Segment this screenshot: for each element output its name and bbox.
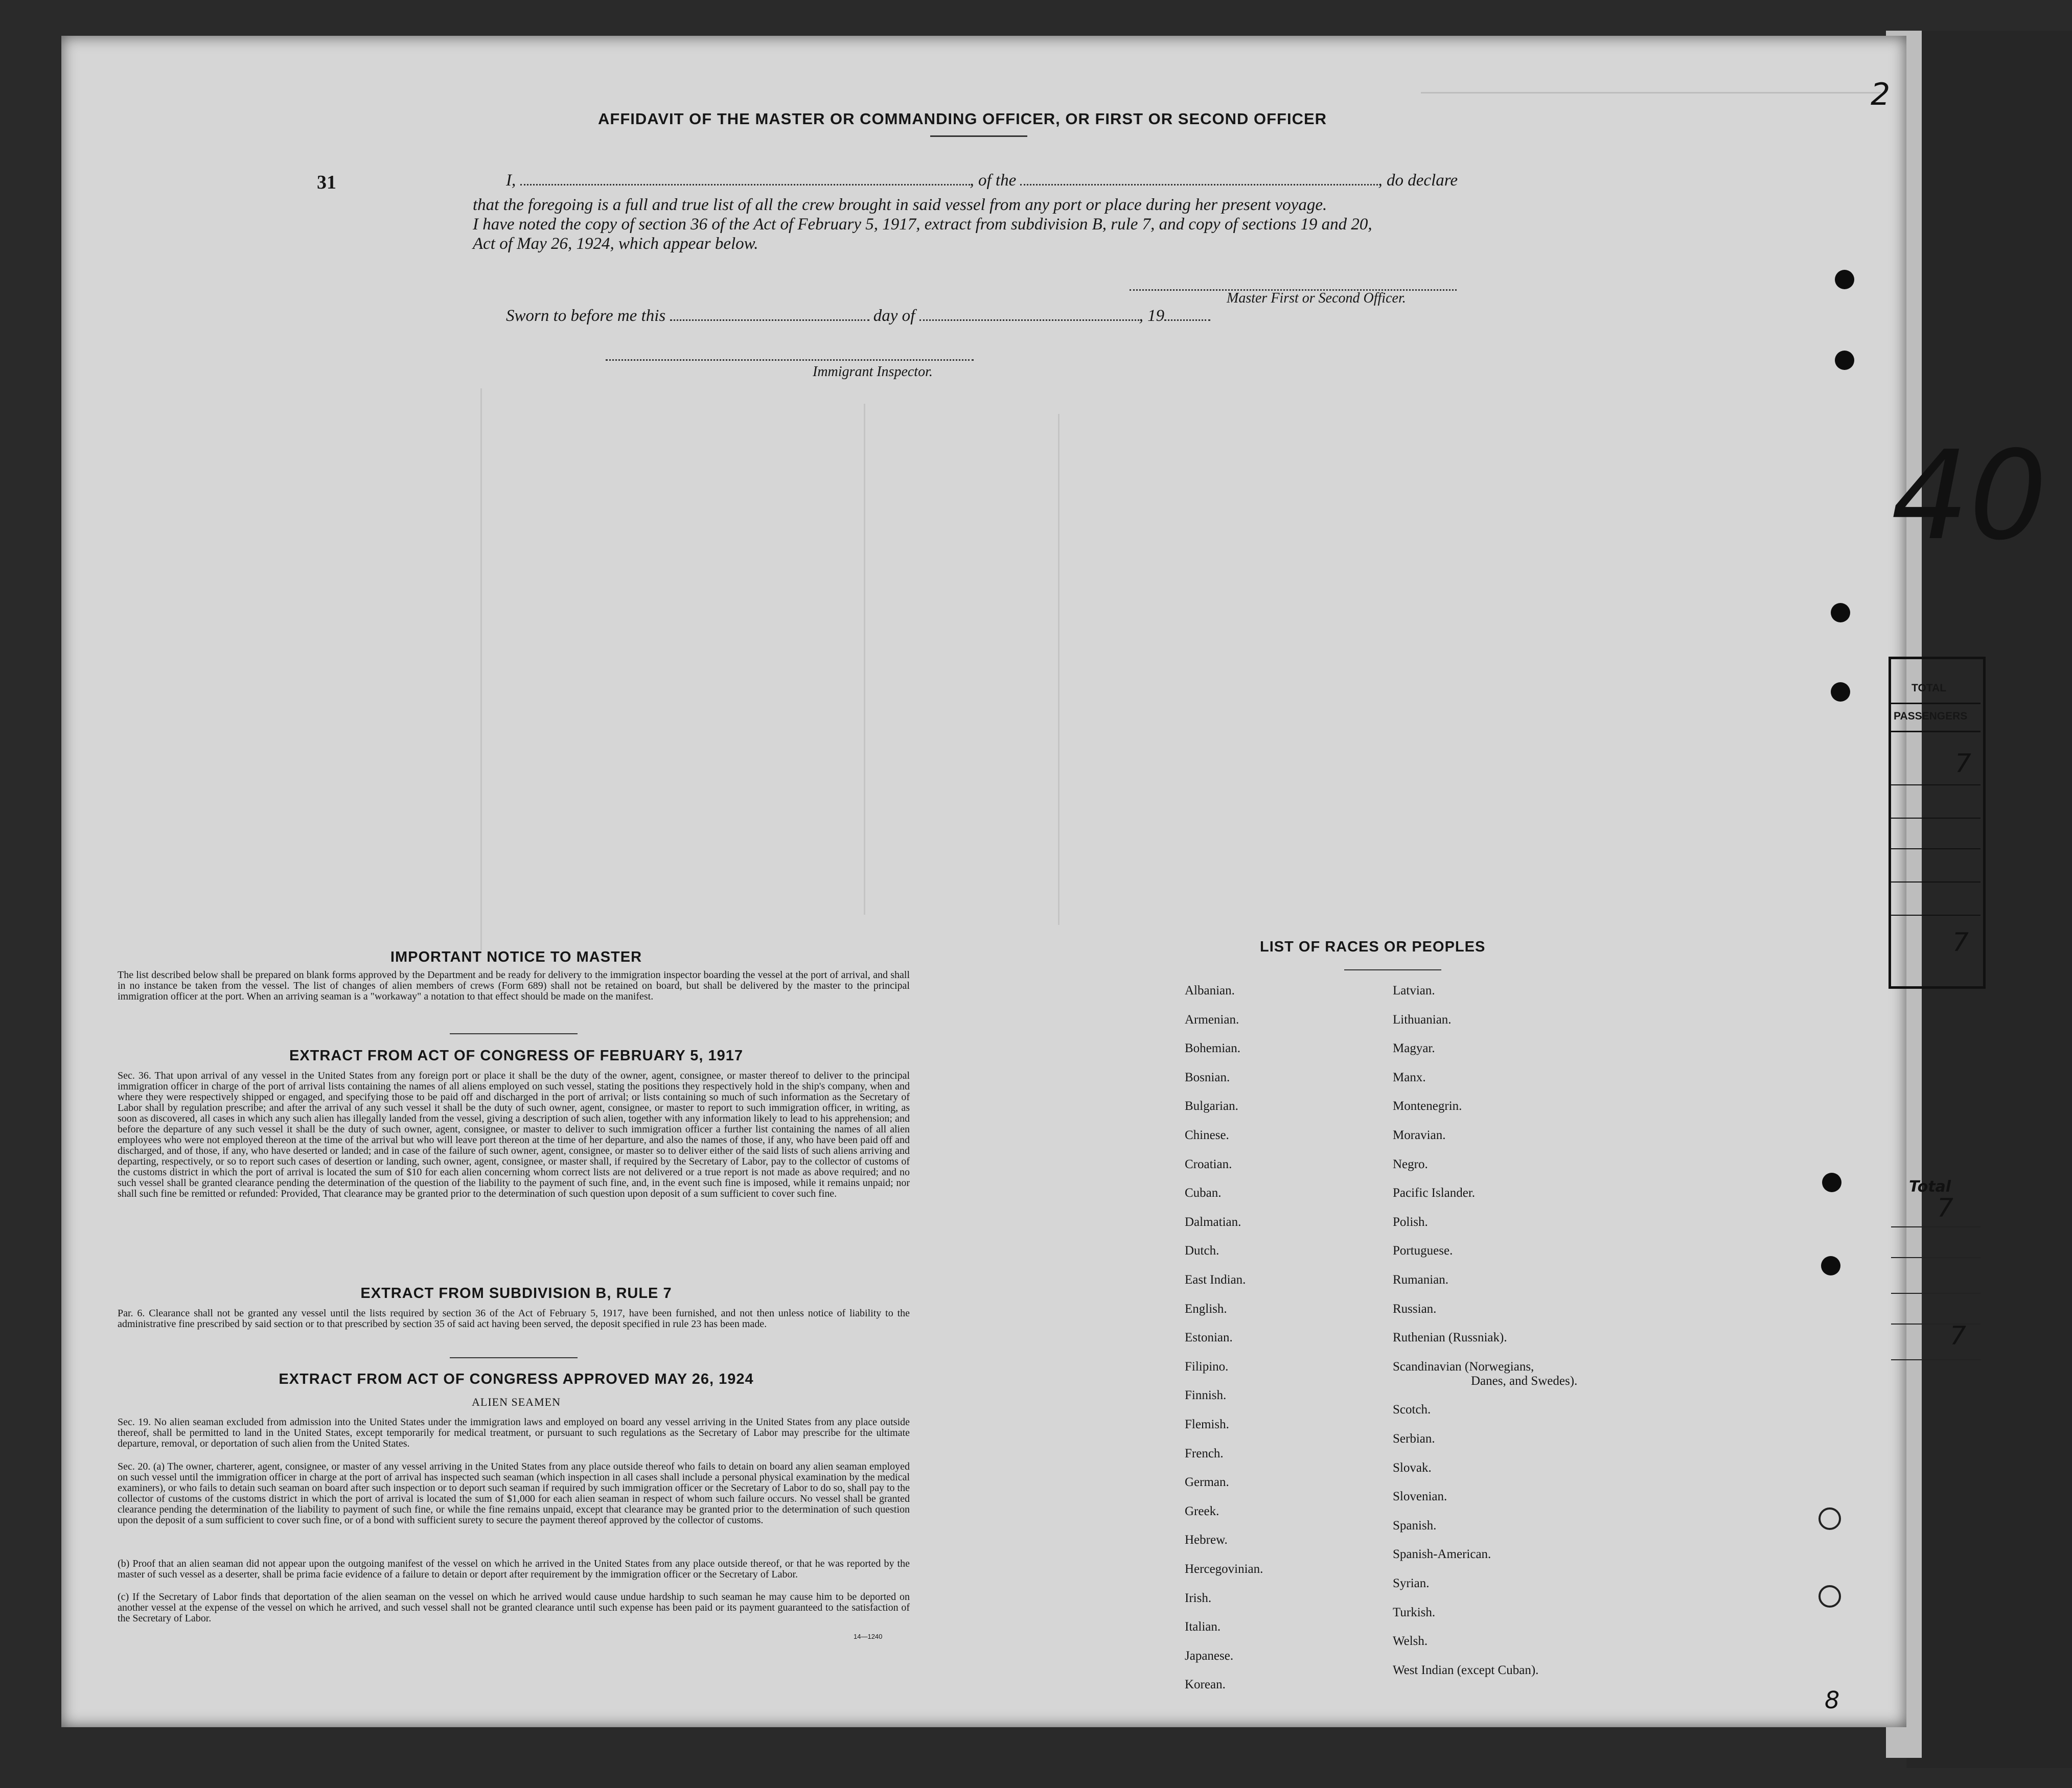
race-item: Syrian. <box>1393 1576 1430 1590</box>
total-rule <box>1891 1226 1981 1227</box>
box-rule <box>1891 881 1981 883</box>
total-rule <box>1891 1293 1981 1294</box>
race-item: Dalmatian. <box>1185 1215 1241 1229</box>
race-item: Manx. <box>1393 1070 1426 1084</box>
punch-hole <box>1835 351 1854 370</box>
margin-mark-top: 2 <box>1871 77 1891 112</box>
race-item: Hebrew. <box>1185 1533 1228 1547</box>
divider <box>450 1033 578 1034</box>
title-divider <box>930 135 1027 137</box>
box-rule <box>1891 915 1981 916</box>
race-item: Slovak. <box>1393 1460 1432 1475</box>
rule7-heading: EXTRACT FROM SUBDIVISION B, RULE 7 <box>360 1285 672 1302</box>
inspector-signature-blank[interactable] <box>606 359 974 361</box>
race-item: Montenegrin. <box>1393 1099 1462 1113</box>
name-blank[interactable] <box>520 183 970 185</box>
sworn-text: Sworn to before me this <box>506 307 666 325</box>
affidavit-declare: , do declare <box>1378 171 1458 190</box>
race-item: Bosnian. <box>1185 1070 1230 1084</box>
bleed-through-rule <box>1058 414 1060 925</box>
race-item: Hercegovinian. <box>1185 1562 1263 1576</box>
punch-hole <box>1821 1256 1840 1275</box>
total-rule <box>1891 1323 1981 1325</box>
race-item: Bohemian. <box>1185 1041 1241 1056</box>
bleed-through-rule <box>864 404 865 915</box>
total-rule <box>1891 1257 1981 1258</box>
race-item: Filipino. <box>1185 1359 1229 1374</box>
bleed-through-line <box>1421 92 1881 94</box>
alien-seamen-subheading: ALIEN SEAMEN <box>472 1396 561 1408</box>
race-item: Welsh. <box>1393 1634 1428 1648</box>
sworn-line <box>506 307 1210 326</box>
margin-big-number: 40 <box>1891 424 2047 567</box>
sec20c-text: (c) If the Secretary of Labor finds that deportation of the alien seaman on the vessel on which he arrived would cause undue hardship to such seaman he may cause him to be deported on another vessel at the expense of the vessel on which he arrived, and such vessel shall not be granted clearance until such expense has been paid or its payment guaranteed to the satisfaction of the Secretary of Labor. <box>118 1591 910 1624</box>
race-item: Latvian. <box>1393 984 1435 997</box>
race-item: German. <box>1185 1475 1229 1490</box>
notice-text: The list described below shall be prepared on blank forms approved by the Department and be ready for delivery to the immigration inspector boarding the vessel at the port of arrival, and shall in no instance be taken from the vessel. The list of changes of alien members of crews (Form 689) shall not be retained on board, but shall be delivered by the master to the principal immigration officer at the port. When an arriving seaman is a "workaway" a notation to that effect should be made on the manifest. <box>118 969 910 1002</box>
extract-1917-heading: EXTRACT FROM ACT OF CONGRESS OF FEBRUARY 5, 1917 <box>289 1048 744 1064</box>
total-handwritten: Total <box>1909 1178 1951 1196</box>
race-item: Albanian. <box>1185 984 1235 997</box>
race-item: Rumanian. <box>1393 1273 1449 1287</box>
race-item: French. <box>1185 1446 1224 1460</box>
total-label: TOTAL <box>1912 682 1947 694</box>
race-item: Negro. <box>1393 1157 1428 1171</box>
extract-1924-heading: EXTRACT FROM ACT OF CONGRESS APPROVED MAY 26, 1924 <box>279 1371 754 1387</box>
race-item: Scotch. <box>1393 1403 1431 1417</box>
races-heading: LIST OF RACES OR PEOPLES <box>1260 939 1486 955</box>
total-count-1: 7 <box>1937 1193 1953 1223</box>
passenger-count-1: 7 <box>1955 749 1971 778</box>
affidavit-line-3: I have noted the copy of section 36 of the Act of February 5, 1917, extract from subdivision B, rule 7, and copy of sections 19 and 20, <box>473 215 1372 234</box>
race-item: Serbian. <box>1393 1432 1435 1446</box>
passengers-label: PASSENGERS <box>1894 710 1968 722</box>
extract-1917-text: Sec. 36. That upon arrival of any vessel in the United States from any foreign port or place it shall be the duty of the owner, agent, consignee, or master thereof to deliver to the principal immigration officer in charge of the port of arrival lists containing the names of all aliens employed on such vessel, stating the positions they respectively hold in the ship's company, when and where they were respectively shipped or engaged, and specifying those to be paid off and discharged in the port of arrival; or lists containing so much of such information as the Secretary of Labor shall by regulation prescribe; and after the arrival of any such vessel it shall be the duty of such owner, agent, consignee, or master to report to such immigration officer, in writing, as soon as discovered, all cases in which any such alien has illegally landed from the vessel, giving a description of such alien, together with any information likely to lead to his apprehension; and before the departure of any such vessel it shall be the duty of such owner, agent, consignee, or master to deliver to such immigration officer a further list containing the names of all alien employees who were not employed thereon at the time of the arrival but who will leave port thereon at the time of her departure, and also the names of those, if any, who have been paid off and discharged, and of those, if any, who have deserted or landed; and in case of the failure of such owner, agent, consignee, or master so to deliver either of the said lists of such aliens arriving and departing, respectively, or so to report such cases of desertion or landing, such owner, agent, consignee, or master shall, if required by the Secretary of Labor, pay to the collector of customs of the customs district in which the port of arrival is located the sum of $10 for each alien concerning whom correct lists are not delivered or a true report is not made as above required; and no such vessel shall be granted clearance pending the determination of the question of the liability to the payment of such fine, and, in the event such fine is imposed, while it remains unpaid; nor shall such fine be remitted or refunded: Provided, That clearance may be granted prior to the determination of such question upon deposit of a sum sufficient to cover such fine. <box>118 1070 910 1199</box>
sec20b-text: (b) Proof that an alien seaman did not appear upon the outgoing manifest of the vessel on which he arrived in the United States from any place outside thereof, or that he was reported by the master of such vessel as a deserter, shall be prima facie evidence of a failure to detain or deport after requirement by the immigration officer or the Secretary of Labor. <box>118 1558 910 1580</box>
race-item: West Indian (except Cuban). <box>1393 1663 1539 1677</box>
day-of-text: day of <box>873 307 915 325</box>
race-item: Korean. <box>1185 1678 1226 1692</box>
total-rule <box>1891 1359 1981 1360</box>
race-item: Spanish. <box>1393 1518 1437 1532</box>
race-item: Finnish. <box>1185 1388 1227 1403</box>
divider <box>450 1357 578 1358</box>
punch-hole <box>1822 1173 1841 1192</box>
races-divider <box>1344 969 1441 970</box>
race-item: Dutch. <box>1185 1244 1219 1258</box>
race-item: Slovenian. <box>1393 1490 1447 1504</box>
sworn-month-blank[interactable] <box>919 319 1139 321</box>
race-item: English. <box>1185 1302 1227 1316</box>
race-item: Italian. <box>1185 1620 1221 1634</box>
race-item: Flemish. <box>1185 1418 1229 1431</box>
race-item: Lithuanian. <box>1393 1012 1452 1027</box>
total-passengers-box <box>1889 657 1986 989</box>
race-item: Armenian. <box>1185 1012 1239 1027</box>
race-item: Spanish-American. <box>1393 1547 1491 1562</box>
master-label: Master First or Second Officer. <box>1227 290 1406 306</box>
sec20a-text: Sec. 20. (a) The owner, charterer, agent, consignee, or master of any vessel arriving in the United States from any place outside thereof who fails to detain on board any alien seaman employed on such vessel until the immigration officer in charge at the port of arrival has inspected such seaman (which inspection in all cases shall include a personal physical examination by the medical examiners), or who fails to detain such seaman on board after such inspection or to deport such seaman if required by such immigration officer or the Secretary of Labor to do so, shall pay to the collector of customs of the customs district in which the port of arrival is located the sum of $1,000 for each alien seaman in respect of whom such failure occurs. No vessel shall be granted clearance pending the determination of the liability to payment of such fine, or while the fine remains unpaid, except that clearance may be granted prior to the determination of such question upon the deposit of a sum sufficient to cover such fine, or of a bond with sufficient surety to secure the payment thereof approved by the collector of customs. <box>118 1461 910 1526</box>
sworn-day-blank[interactable] <box>670 319 869 321</box>
race-item: Estonian. <box>1185 1331 1233 1345</box>
race-item: Magyar. <box>1393 1041 1435 1056</box>
box-rule <box>1891 784 1981 785</box>
form-number: 14—1240 <box>854 1633 883 1640</box>
race-item: Scandinavian (Norwegians, <box>1393 1359 1534 1374</box>
bleed-through-rule <box>480 388 482 950</box>
total-count-2: 7 <box>1950 1321 1966 1351</box>
year-prefix: , 19 <box>1139 307 1165 325</box>
punch-hole-ring <box>1818 1507 1841 1530</box>
race-item: Croatian. <box>1185 1157 1232 1171</box>
affidavit-title: AFFIDAVIT OF THE MASTER OR COMMANDING OFFICER, OR FIRST OR SECOND OFFICER <box>598 110 1327 128</box>
race-item: East Indian. <box>1185 1273 1246 1287</box>
race-item: Chinese. <box>1185 1128 1229 1142</box>
race-item: Portuguese. <box>1393 1244 1453 1258</box>
race-item: Russian. <box>1393 1302 1437 1316</box>
rule7-text: Par. 6. Clearance shall not be granted any vessel until the lists required by section 36 of the Act of February 5, 1917, have been furnished, and not then unless notice of liability to the administrative fine prescribed by said section or to that prescribed by section 35 of said act having been served, the deposit specified in rule 23 has been made. <box>118 1308 910 1330</box>
year-blank[interactable] <box>1164 319 1210 321</box>
punch-hole-ring <box>1818 1585 1841 1608</box>
affidavit-line-4: Act of May 26, 1924, which appear below. <box>473 235 758 253</box>
affidavit-line-1 <box>506 171 1458 190</box>
inspector-label: Immigrant Inspector. <box>813 364 933 380</box>
punch-hole <box>1831 682 1850 702</box>
race-item: Greek. <box>1185 1504 1219 1518</box>
sec19-text: Sec. 19. No alien seaman excluded from admission into the United States under the immigration laws and employed on board any vessel arriving in the United States from any place outside thereof, shall be permitted to land in the United States, except temporarily for medical treatment, or pursuant to such regulations as the Secretary of Labor may prescribe for the ultimate departure, removal, or deportation of such alien from the United States. <box>118 1417 910 1449</box>
race-item: Bulgarian. <box>1185 1099 1238 1113</box>
race-item: Japanese. <box>1185 1648 1234 1663</box>
box-rule <box>1891 818 1981 819</box>
box-rule <box>1891 703 1981 704</box>
race-item: Ruthenian (Russniak). <box>1393 1331 1507 1345</box>
margin-mark-bottom: 8 <box>1825 1686 1840 1714</box>
race-item: Moravian. <box>1393 1128 1446 1142</box>
affidavit-line-2: that the foregoing is a full and true list of all the crew brought in said vessel from any port or place during her present voyage. <box>473 196 1327 214</box>
race-item: Danes, and Swedes). <box>1471 1374 1578 1388</box>
punch-hole <box>1831 603 1850 622</box>
affidavit-of-the: , of the <box>970 171 1017 190</box>
notice-heading: IMPORTANT NOTICE TO MASTER <box>390 949 642 965</box>
race-item: Polish. <box>1393 1215 1428 1229</box>
passenger-count-2: 7 <box>1952 927 1969 957</box>
race-item: Pacific Islander. <box>1393 1186 1476 1200</box>
box-rule <box>1891 731 1981 732</box>
vessel-blank[interactable] <box>1020 183 1378 185</box>
box-rule <box>1891 848 1981 849</box>
race-item: Irish. <box>1185 1591 1212 1605</box>
race-item: Cuban. <box>1185 1186 1222 1200</box>
punch-hole <box>1835 270 1854 289</box>
race-item: Turkish. <box>1393 1605 1436 1619</box>
affidavit-i: I, <box>506 171 516 190</box>
page-mark: 31 <box>317 172 336 193</box>
